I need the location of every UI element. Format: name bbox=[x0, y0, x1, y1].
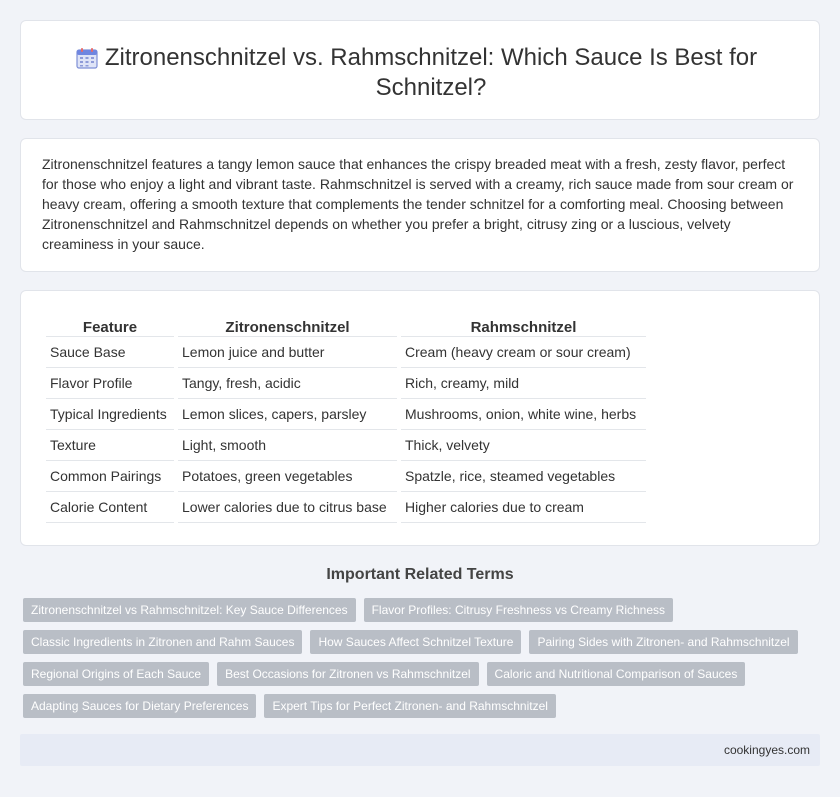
table-cell: Common Pairings bbox=[46, 461, 174, 492]
related-term-tag[interactable]: Pairing Sides with Zitronen- and Rahmschnitzel bbox=[529, 630, 797, 654]
related-terms-list bbox=[23, 598, 823, 726]
table-cell: Potatoes, green vegetables bbox=[178, 461, 397, 492]
comparison-table bbox=[42, 313, 650, 523]
intro-card bbox=[20, 138, 820, 272]
table-cell: Sauce Base bbox=[46, 337, 174, 368]
footer bbox=[20, 734, 820, 766]
table-cell: Tangy, fresh, acidic bbox=[178, 368, 397, 399]
intro-paragraph: Zitronenschnitzel features a tangy lemon sauce that enhances the crispy breaded meat with a fresh, zesty flavor, perfect for those who enjoy a light and vibrant taste. Rahmschnitzel is served with a creamy, rich sauce made from sour cream or heavy cream, offering a smooth texture that complements the tender schnitzel for a comforting meal. Choosing between Zitronenschnitzel and Rahmschnitzel depends on whether you prefer a bright, citrusy zing or a luscious, velvety creaminess in your sauce. bbox=[42, 156, 794, 252]
header-feature: Feature bbox=[46, 313, 174, 337]
related-term-tag[interactable]: Best Occasions for Zitronen vs Rahmschnitzel bbox=[217, 662, 478, 686]
related-term-tag[interactable]: How Sauces Affect Schnitzel Texture bbox=[310, 630, 521, 654]
header-zitronenschnitzel: Zitronenschnitzel bbox=[178, 313, 397, 337]
footer-site-name: cookingyes.com bbox=[723, 743, 810, 757]
related-term-tag[interactable]: Zitronenschnitzel vs Rahmschnitzel: Key Sauce Differences bbox=[23, 598, 356, 622]
table-row bbox=[46, 461, 646, 492]
table-header-row bbox=[46, 313, 646, 337]
table-row bbox=[46, 492, 646, 523]
tag-row bbox=[23, 598, 823, 630]
tag-row bbox=[23, 662, 823, 694]
table-cell: Lower calories due to citrus base bbox=[178, 492, 397, 523]
related-term-tag[interactable]: Flavor Profiles: Citrusy Freshness vs Creamy Richness bbox=[364, 598, 673, 622]
related-terms-title: Important Related Terms bbox=[326, 566, 514, 583]
table-cell: Thick, velvety bbox=[401, 430, 646, 461]
related-term-tag[interactable]: Regional Origins of Each Sauce bbox=[23, 662, 209, 686]
table-cell: Texture bbox=[46, 430, 174, 461]
header-rahmschnitzel: Rahmschnitzel bbox=[401, 313, 646, 337]
table-row bbox=[46, 368, 646, 399]
table-cell: Flavor Profile bbox=[46, 368, 174, 399]
table-cell: Typical Ingredients bbox=[46, 399, 174, 430]
table-cell: Lemon slices, capers, parsley bbox=[178, 399, 397, 430]
related-term-tag[interactable]: Caloric and Nutritional Comparison of Sauces bbox=[487, 662, 746, 686]
tag-row bbox=[23, 694, 823, 726]
tag-row bbox=[23, 630, 823, 662]
table-cell: Spatzle, rice, steamed vegetables bbox=[401, 461, 646, 492]
table-row bbox=[46, 399, 646, 430]
table-cell: Mushrooms, onion, white wine, herbs bbox=[401, 399, 646, 430]
table-cell: Rich, creamy, mild bbox=[401, 368, 646, 399]
table-cell: Cream (heavy cream or sour cream) bbox=[401, 337, 646, 368]
table-cell: Lemon juice and butter bbox=[178, 337, 397, 368]
page-title: Zitronenschnitzel vs. Rahmschnitzel: Which Sauce Is Best for Schnitzel? bbox=[104, 44, 758, 101]
related-term-tag[interactable]: Classic Ingredients in Zitronen and Rahm Sauces bbox=[23, 630, 302, 654]
related-term-tag[interactable]: Adapting Sauces for Dietary Preferences bbox=[23, 694, 256, 718]
table-cell: Calorie Content bbox=[46, 492, 174, 523]
table-cell: Light, smooth bbox=[178, 430, 397, 461]
table-row bbox=[46, 430, 646, 461]
comparison-card bbox=[20, 290, 820, 546]
title-wrapper bbox=[81, 43, 781, 103]
table-cell: Higher calories due to cream bbox=[401, 492, 646, 523]
related-term-tag[interactable]: Expert Tips for Perfect Zitronen- and Rahmschnitzel bbox=[264, 694, 555, 718]
table-row bbox=[46, 337, 646, 368]
title-card bbox=[20, 20, 820, 120]
